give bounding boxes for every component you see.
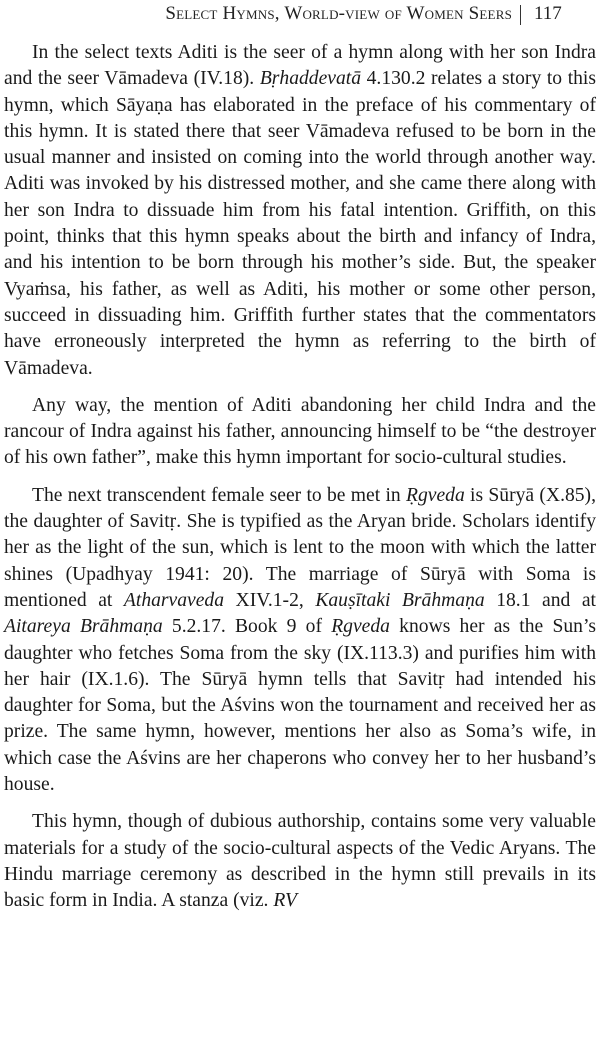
paragraph-3 bbox=[4, 483, 596, 799]
italic-term: RV bbox=[273, 890, 297, 912]
text-run: In the select texts Aditi is the seer of a hymn along with her son Indra and the seer Vāmadeva (IV.18). bbox=[4, 42, 596, 90]
text-run: Any way, the mention of Aditi abandoning her child Indra and the rancour of Indra against his father, announcing himself to be “the destroyer of his own father”, make this hymn important for socio-cultural studies. bbox=[4, 394, 596, 469]
paragraph-2 bbox=[4, 393, 596, 472]
italic-term: Bṛhaddevatā bbox=[259, 68, 362, 90]
text-run: 18.1 and at bbox=[484, 589, 596, 611]
italic-term: Atharvaveda bbox=[123, 589, 225, 611]
header-divider bbox=[520, 5, 521, 25]
italic-term: Ṛgveda bbox=[331, 616, 390, 638]
text-run: XIV.1-2, bbox=[224, 589, 316, 611]
italic-term: Kauṣītaki Brāhmaṇa bbox=[315, 589, 485, 611]
paragraph-4 bbox=[4, 809, 596, 914]
italic-term: Aitareya Brāhmaṇa bbox=[4, 616, 163, 638]
page-header bbox=[0, 3, 600, 27]
running-title: Select Hymns, World-view of Women Seers bbox=[165, 3, 512, 24]
text-run: This hymn, though of dubious authorship, contains some very valuable materials for a study of the socio-cultural aspects of the Vedic Aryans. The Hindu marriage ceremony as described in the hymn still prevails in its basic form in India. A stanza (viz. bbox=[4, 811, 596, 912]
body-text bbox=[4, 40, 596, 915]
italic-term: Ṛgveda bbox=[405, 484, 465, 506]
page-number: 117 bbox=[534, 3, 562, 24]
paragraph-1 bbox=[4, 40, 596, 382]
text-run: is Sūryā (X.85), the daughter of Savitṛ. She is typified as the Aryan bride. Scholars identify her as the light of the sun, which is lent to the moon with which the latter shines (Upadhyay 1941: 20). The marriage of Sūryā with Soma is mentioned at bbox=[4, 484, 596, 611]
text-run: The next transcendent female seer to be met in bbox=[32, 484, 406, 506]
text-run: 5.2.17. Book 9 of bbox=[162, 616, 332, 638]
text-run: 4.130.2 relates a story to this hymn, which Sāyaṇa has elaborated in the preface of his commentary of this hymn. It is stated there that seer Vāmadeva refused to be born in the usual manner and insisted on coming into the world through another way. Aditi was invoked by his distressed mother, and she came there along with her son Indra to dissuade him from his fatal intention. Griffith, on this point, thinks that this hymn speaks about the birth and infancy of Indra, and his intention to be born through his mother’s side. But, the speaker Vyaṁsa, his father, as well as Aditi, his mother or some other person, succeed in dissuading him. Griffith further states that the commentators have erroneously interpreted the hymn as referring to the birth of Vāmadeva. bbox=[4, 68, 597, 379]
text-run: knows her as the Sun’s daughter who fetches Soma from the sky (IX.113.3) and purifies him with her hair (IX.1.6). The Sūryā hymn tells that Savitṛ had intended his daughter for Soma, but the Aśvins won the tournament and received her as prize. The same hymn, however, mentions her also as Soma’s wife, in which case the Aśvins are her chaperons who convey her to her husband’s house. bbox=[4, 616, 597, 796]
